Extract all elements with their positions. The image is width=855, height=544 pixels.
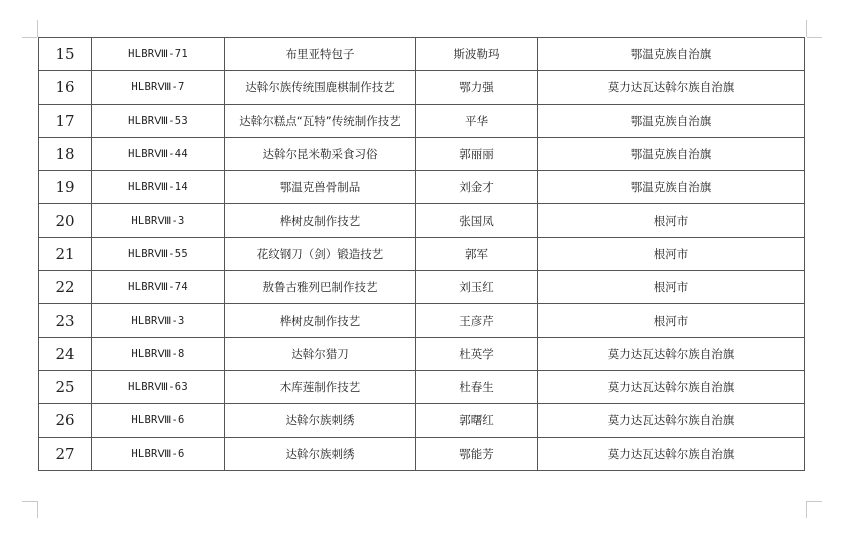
region: 莫力达瓦达斡尔族自治旗 <box>538 437 805 470</box>
row-number: 16 <box>39 71 92 104</box>
table-row <box>39 204 805 237</box>
row-number: 21 <box>39 237 92 270</box>
inheritor-name: 鄂能芳 <box>416 437 538 470</box>
region: 根河市 <box>538 237 805 270</box>
crop-mark-bottom-left <box>22 501 37 502</box>
item-name: 达斡尔族传统围鹿棋制作技艺 <box>225 71 416 104</box>
row-number: 20 <box>39 204 92 237</box>
crop-mark-top-right <box>807 37 822 38</box>
table-row <box>39 38 805 71</box>
item-code: HLBRⅧ-6 <box>92 437 225 470</box>
table-row <box>39 104 805 137</box>
table-row <box>39 71 805 104</box>
table-row <box>39 337 805 370</box>
row-number: 23 <box>39 304 92 337</box>
row-number: 17 <box>39 104 92 137</box>
table-row <box>39 271 805 304</box>
crop-mark-bottom-right <box>806 501 807 518</box>
region: 鄂温克族自治旗 <box>538 137 805 170</box>
region: 莫力达瓦达斡尔族自治旗 <box>538 71 805 104</box>
item-code: HLBRⅧ-6 <box>92 404 225 437</box>
inheritor-name: 刘金才 <box>416 171 538 204</box>
inheritor-name: 刘玉红 <box>416 271 538 304</box>
item-code: HLBRⅧ-14 <box>92 171 225 204</box>
table-row <box>39 171 805 204</box>
item-code: HLBRⅧ-8 <box>92 337 225 370</box>
row-number: 15 <box>39 38 92 71</box>
table-row <box>39 404 805 437</box>
item-name: 达斡尔猎刀 <box>225 337 416 370</box>
item-name: 达斡尔族刺绣 <box>225 437 416 470</box>
crop-mark-top-right <box>806 20 807 37</box>
inheritor-name: 王彦芹 <box>416 304 538 337</box>
inheritor-name: 杜英学 <box>416 337 538 370</box>
region: 鄂温克族自治旗 <box>538 38 805 71</box>
row-number: 26 <box>39 404 92 437</box>
region: 鄂温克族自治旗 <box>538 171 805 204</box>
crop-mark-top-left <box>37 20 38 37</box>
item-code: HLBRⅧ-74 <box>92 271 225 304</box>
item-name: 布里亚特包子 <box>225 38 416 71</box>
item-code: HLBRⅧ-71 <box>92 38 225 71</box>
region: 莫力达瓦达斡尔族自治旗 <box>538 337 805 370</box>
row-number: 24 <box>39 337 92 370</box>
table-row <box>39 370 805 403</box>
inheritor-name: 平华 <box>416 104 538 137</box>
region: 鄂温克族自治旗 <box>538 104 805 137</box>
table-row <box>39 437 805 470</box>
item-code: HLBRⅧ-3 <box>92 204 225 237</box>
table-row <box>39 304 805 337</box>
item-name: 桦树皮制作技艺 <box>225 304 416 337</box>
region: 根河市 <box>538 304 805 337</box>
inheritor-name: 张国凤 <box>416 204 538 237</box>
inheritor-name: 郭军 <box>416 237 538 270</box>
item-name: 达斡尔糕点“瓦特”传统制作技艺 <box>225 104 416 137</box>
region: 莫力达瓦达斡尔族自治旗 <box>538 404 805 437</box>
item-name: 花纹钢刀（剑）锻造技艺 <box>225 237 416 270</box>
row-number: 19 <box>39 171 92 204</box>
table-body <box>39 38 805 471</box>
item-name: 木库莲制作技艺 <box>225 370 416 403</box>
item-name: 达斡尔昆米勒采食习俗 <box>225 137 416 170</box>
crop-mark-top-left <box>22 37 37 38</box>
item-code: HLBRⅧ-44 <box>92 137 225 170</box>
row-number: 27 <box>39 437 92 470</box>
table-row <box>39 237 805 270</box>
item-name: 敖鲁古雅列巴制作技艺 <box>225 271 416 304</box>
row-number: 18 <box>39 137 92 170</box>
item-code: HLBRⅧ-53 <box>92 104 225 137</box>
table-row <box>39 137 805 170</box>
crop-mark-bottom-right <box>807 501 822 502</box>
heritage-inheritor-table <box>38 37 805 471</box>
item-code: HLBRⅧ-3 <box>92 304 225 337</box>
region: 莫力达瓦达斡尔族自治旗 <box>538 370 805 403</box>
region: 根河市 <box>538 204 805 237</box>
inheritor-name: 郭曙红 <box>416 404 538 437</box>
row-number: 25 <box>39 370 92 403</box>
item-name: 桦树皮制作技艺 <box>225 204 416 237</box>
row-number: 22 <box>39 271 92 304</box>
item-code: HLBRⅧ-55 <box>92 237 225 270</box>
item-name: 达斡尔族刺绣 <box>225 404 416 437</box>
inheritor-name: 鄂力强 <box>416 71 538 104</box>
item-name: 鄂温克兽骨制品 <box>225 171 416 204</box>
crop-mark-bottom-left <box>37 501 38 518</box>
inheritor-name: 斯波勒玛 <box>416 38 538 71</box>
region: 根河市 <box>538 271 805 304</box>
item-code: HLBRⅧ-63 <box>92 370 225 403</box>
item-code: HLBRⅧ-7 <box>92 71 225 104</box>
inheritor-name: 杜春生 <box>416 370 538 403</box>
inheritor-name: 郭丽丽 <box>416 137 538 170</box>
